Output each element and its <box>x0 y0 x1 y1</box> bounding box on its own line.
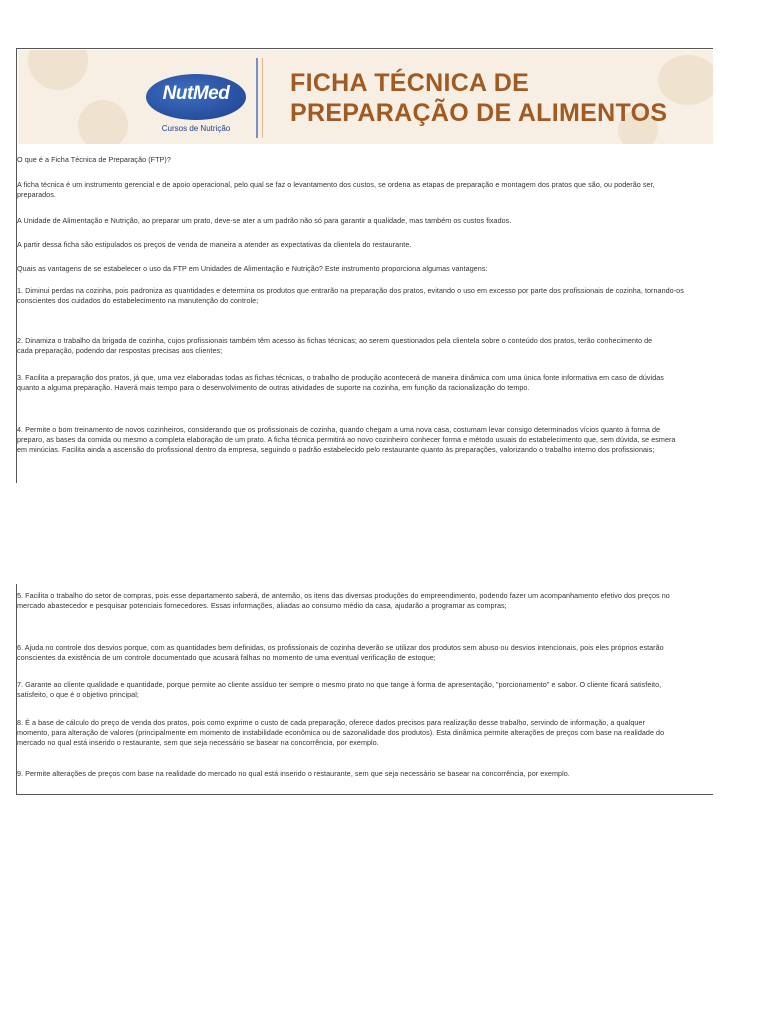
logo-text: NutMed <box>162 83 230 104</box>
paragraph-line: 2. Dinamiza o trabalho da brigada de cozinha, cujos profissionais também têm acesso às fichas técnicas; ao serem questionados pela clientela sobre o conteúdo dos pratos, terão conhecimento de <box>17 336 653 345</box>
paragraph-line: A ficha técnica é um instrumento gerencial e de apoio operacional, pelo qual se faz o levantamento dos custos, se ordena as etapas de preparação e montagem dos pratos que são, ou poderão ser, <box>17 180 655 189</box>
paragraph-line: momento, para alteração de valores (principalmente em momento de instabilidade econômica ou de sazonalidade dos produtos). Esta dinâmica permite alterações de preços com base na realidade do <box>17 728 665 737</box>
paragraph-line: 9. Permite alterações de preços com base na realidade do mercado no qual está inserido o restaurante, sem que seja necessário se basear na concorrência, por exemplo. <box>17 769 570 778</box>
logo-subtitle: Cursos de Nutrição <box>161 124 231 133</box>
paragraph-line: 8. É a base de cálculo do preço de venda dos pratos, pois como exprime o custo de cada preparação, oferece dados precisos para realização desse trabalho, servindo de informação, a qualquer <box>17 718 645 727</box>
divider <box>256 58 258 138</box>
paragraph-line: 3. Facilita a preparação dos pratos, já que, uma vez elaboradas todas as fichas técnicas, o trabalho de produção acontecerá de maneira dinâmica com uma única fonte informativa em caso de dúvidas <box>17 373 664 382</box>
paragraph-line: O que é a Ficha Técnica de Preparação (FTP)? <box>17 155 171 164</box>
paragraph-line: 5. Facilita o trabalho do setor de compras, pois esse departamento saberá, de antemão, os itens das diversas produções do empreendimento, podendo fazer um acompanhamento efetivo dos preços no <box>17 591 670 600</box>
paragraph-line: 1. Diminui perdas na cozinha, pois padroniza as quantidades e determina os produtos que entrarão na preparação dos pratos, evitando o uso em excesso por parte dos profissionais de cozinha, tornando-os <box>17 286 684 295</box>
paragraph-line: em minúcias. Facilita ainda a ascensão do profissional dentro da empresa, seguindo o padrão estabelecido pelo restaurante quanto às preparações, valorizando o trabalho interno dos profissionais; <box>17 445 655 454</box>
page-title-line2: PREPARAÇÃO DE ALIMENTOS <box>290 99 668 127</box>
paragraph-line: preparados. <box>17 190 56 199</box>
paragraph-line: satisfeito, o que é o objetivo principal; <box>17 690 139 699</box>
paragraph-line: cada preparação, podendo dar respostas precisas aos clientes; <box>17 346 223 355</box>
paragraph-line: mercado no qual está inserido o restaurante, sem que seja necessário se basear na concorrência, por exemplo. <box>17 738 379 747</box>
paragraph-line: A partir dessa ficha são estipulados os preços de venda de maneira a atender as expectativas da clientela do restaurante. <box>17 240 412 249</box>
paragraph-line: mercado abastecedor e pesquisar potenciais fornecedores. Essas informações, aliadas ao consumo médio da casa, ajudarão a programar as compras; <box>17 601 507 610</box>
paragraph-line: preparo, as bases da comida ou mesmo a completa elaboração de um prato. A ficha técnica permitirá ao novo cozinheiro conhecer forma e método usuais do estabelecimento que, sem dúvida, se esmera <box>17 435 676 444</box>
divider <box>262 58 263 138</box>
paragraph-line: quanto a alguma preparação. Haverá mais tempo para o desenvolvimento de outras atividades de suporte na cozinha, em função da racionalização do tempo. <box>17 383 530 392</box>
paragraph-line: A Unidade de Alimentação e Nutrição, ao preparar um prato, deve-se ater a um padrão não só para garantir a qualidade, mas também os custos fixados. <box>17 216 512 225</box>
fruit-deco-icon <box>28 50 88 90</box>
paragraph-line: Quais as vantagens de se estabelecer o uso da FTP em Unidades de Alimentação e Nutrição? Este instrumento proporciona algumas vantagens: <box>17 264 488 273</box>
paragraph-line: 6. Ajuda no controle dos desvios porque, com as quantidades bem definidas, os profissionais de cozinha deverão se utilizar dos produtos sem abuso ou desvios intencionais, pois eles próprios estarão <box>17 643 664 652</box>
header-banner <box>18 50 713 144</box>
fruit-deco-icon <box>658 55 713 105</box>
paragraph-line: conscientes da existência de um controle documentado que acusará falhas no momento de uma eventual verificação de estoque; <box>17 653 436 662</box>
fruit-deco-icon <box>78 100 128 144</box>
paragraph-line: conscientes dos cuidados do estabelecimento na manutenção do controle; <box>17 296 259 305</box>
paragraph-line: 4. Permite o bom treinamento de novos cozinheiros, considerando que os profissionais de cozinha, quando chegam a uma nova casa, costumam levar consigo determinados vícios quanto à forma de <box>17 425 661 434</box>
paragraph-line: 7. Garante ao cliente qualidade e quantidade, porque permite ao cliente assíduo ter sempre o mesmo prato no que tange à forma de apresentação, "porcionamento" e sabor. O cliente ficará satisfeito, <box>17 680 662 689</box>
page-title-line1: FICHA TÉCNICA DE <box>290 69 530 97</box>
